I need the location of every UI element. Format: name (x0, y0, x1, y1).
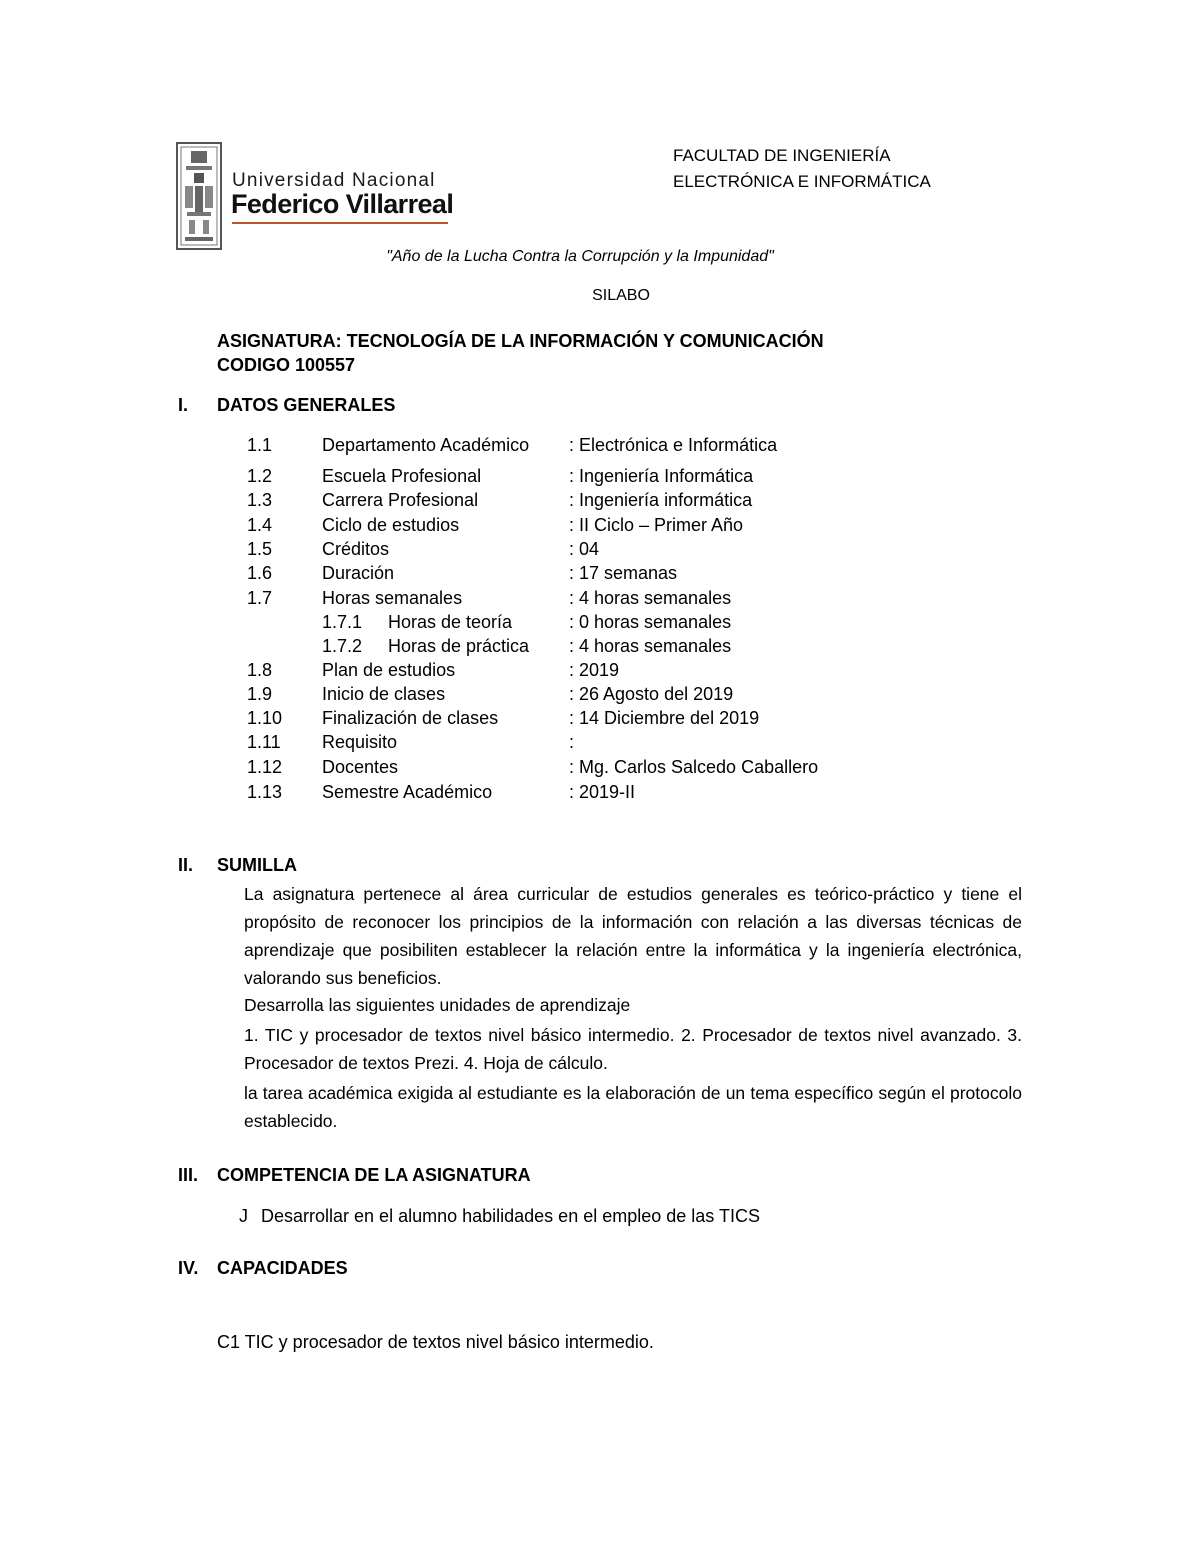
datos-row-label: Duración (322, 563, 395, 583)
capacidad-c1: C1 TIC y procesador de textos nivel básico intermedio. (217, 1332, 654, 1352)
datos-row-label: Ciclo de estudios (322, 515, 460, 535)
datos-row-subnumber: 1.7.1 (322, 612, 363, 632)
logo-university-text: Universidad Nacional (232, 170, 436, 191)
datos-row-number: 1.10 (247, 708, 283, 728)
datos-row-label: Escuela Profesional (322, 466, 482, 486)
subject-title: ASIGNATURA: TECNOLOGÍA DE LA INFORMACIÓN Y COMUNICACIÓN (217, 331, 824, 351)
datos-row-label: Créditos (322, 539, 390, 559)
subject-code: CODIGO 100557 (217, 355, 356, 375)
datos-row-number: 1.6 (247, 563, 273, 583)
datos-row-number: 1.12 (247, 757, 283, 777)
faculty-line1: FACULTAD DE INGENIERÍA (673, 146, 891, 165)
datos-row-number: 1.13 (247, 782, 283, 802)
section-1-title: DATOS GENERALES (217, 395, 396, 415)
datos-row-value: : 4 horas semanales (569, 636, 732, 656)
section-3-title: COMPETENCIA DE LA ASIGNATURA (217, 1165, 531, 1185)
section-2-title: SUMILLA (217, 855, 297, 875)
faculty-line2: ELECTRÓNICA E INFORMÁTICA (673, 172, 931, 191)
datos-row-label: Semestre Académico (322, 782, 493, 802)
datos-row-number: 1.11 (247, 732, 281, 752)
logo-university-name: Federico Villarreal (231, 189, 454, 219)
competencia-text: Desarrollar en el alumno habilidades en el empleo de las TICS (261, 1206, 760, 1226)
datos-row-value: : 2019-II (569, 782, 636, 802)
datos-row-number: 1.4 (247, 515, 273, 535)
year-motto: "Año de la Lucha Contra la Corrupción y la Impunidad" (386, 248, 774, 265)
datos-row-label: Horas de teoría (388, 612, 513, 632)
datos-row-value: : 14 Diciembre del 2019 (569, 708, 760, 728)
datos-row-number: 1.1 (247, 435, 273, 455)
datos-row-value: : Electrónica e Informática (569, 435, 778, 455)
datos-row-label: Inicio de clases (322, 684, 446, 704)
datos-row-value: : 17 semanas (569, 563, 678, 583)
university-emblem-icon (176, 142, 222, 250)
competencia-item (239, 1206, 760, 1227)
document-type: SILABO (592, 287, 650, 304)
datos-row-value: : Ingeniería informática (569, 490, 753, 510)
datos-row-label: Horas de práctica (388, 636, 530, 656)
datos-row-label: Finalización de clases (322, 708, 499, 728)
datos-row-value: : Ingeniería Informática (569, 466, 754, 486)
datos-row-number: 1.9 (247, 684, 273, 704)
sumilla-paragraph-3: 1. TIC y procesador de textos nivel básico intermedio. 2. Procesador de textos nivel avanzado. 3. Procesador de textos Prezi. 4. Hoja de cálculo. (244, 1025, 1022, 1073)
datos-row-label: Carrera Profesional (322, 490, 479, 510)
datos-row-value: : 26 Agosto del 2019 (569, 684, 734, 704)
datos-row-number: 1.2 (247, 466, 273, 486)
faculty-header (673, 143, 931, 195)
datos-row-label: Plan de estudios (322, 660, 456, 680)
datos-row-label: Requisito (322, 732, 398, 752)
sumilla-paragraph-1: La asignatura pertenece al área curricular de estudios generales es teórico-práctico y tiene el propósito de reconocer los principios de la información con relación a las diversas técnicas de aprendizaje que posibiliten establecer la relación entre la informática y la ingeniería electrónica, valorando sus beneficios. (244, 884, 1022, 988)
datos-row-value: : 2019 (569, 660, 620, 680)
section-3-number: III. (178, 1165, 199, 1185)
subject-block (217, 329, 824, 377)
datos-row-label: Departamento Académico (322, 435, 530, 455)
datos-row-number: 1.5 (247, 539, 273, 559)
datos-row-label: Horas semanales (322, 588, 463, 608)
datos-row-value: : 4 horas semanales (569, 588, 732, 608)
datos-row-value: : (569, 732, 575, 752)
datos-row-subnumber: 1.7.2 (322, 636, 363, 656)
datos-row-label: Docentes (322, 757, 399, 777)
datos-row-number: 1.7 (247, 588, 273, 608)
datos-row-value: : II Ciclo – Primer Año (569, 515, 744, 535)
section-4-number: IV. (178, 1258, 199, 1278)
datos-row-number: 1.8 (247, 660, 273, 680)
sumilla-paragraph-2: Desarrolla las siguientes unidades de aprendizaje (244, 995, 631, 1015)
section-4-title: CAPACIDADES (217, 1258, 348, 1278)
datos-row-number: 1.3 (247, 490, 273, 510)
section-1-number: I. (178, 395, 189, 415)
bullet-marker: J (239, 1206, 248, 1226)
datos-row-value: : 0 horas semanales (569, 612, 732, 632)
logo-underline (232, 222, 448, 224)
section-2-number: II. (178, 855, 194, 875)
datos-row-value: : Mg. Carlos Salcedo Caballero (569, 757, 819, 777)
datos-row-value: : 04 (569, 539, 600, 559)
sumilla-paragraph-4: la tarea académica exigida al estudiante es la elaboración de un tema específico según el protocolo establecido. (244, 1083, 1022, 1131)
